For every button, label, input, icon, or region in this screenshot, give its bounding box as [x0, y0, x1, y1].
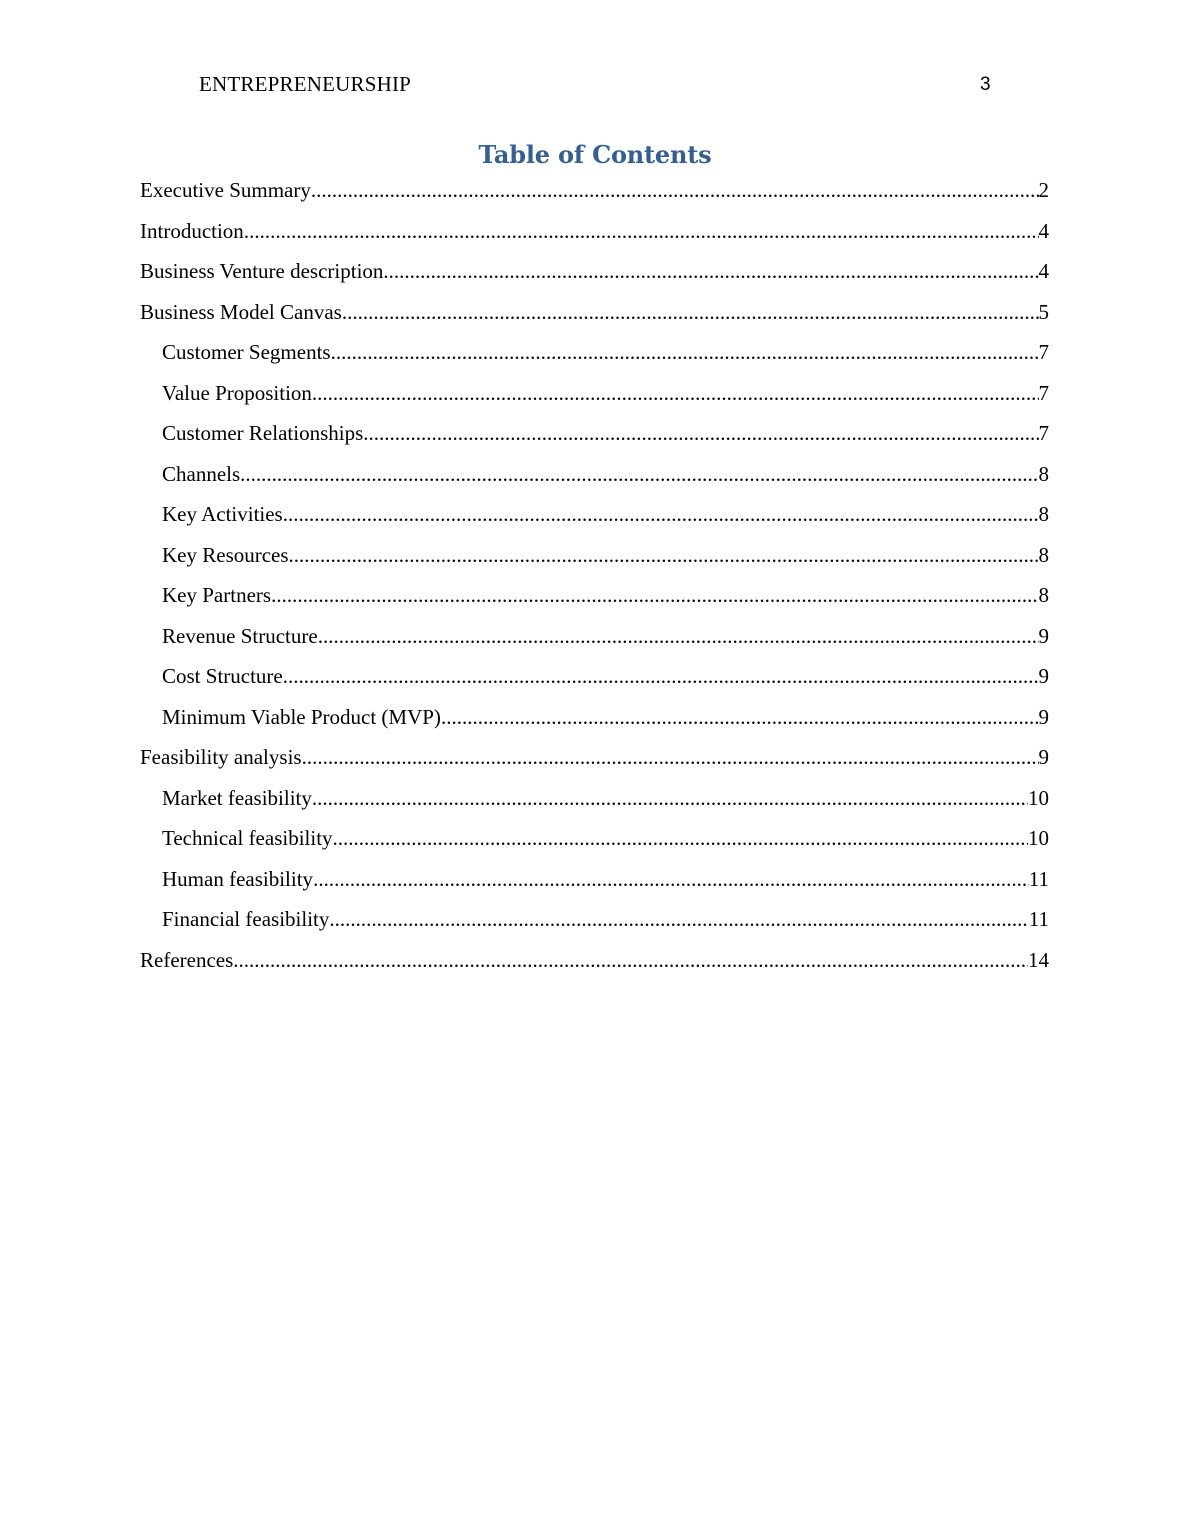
dot-leader: [331, 337, 1039, 367]
toc-entry-page: 7: [1038, 380, 1049, 405]
dot-leader: [233, 945, 1028, 975]
running-header-title: ENTREPRENEURSHIP: [199, 72, 412, 96]
dot-leader: [271, 580, 1038, 610]
toc-entry-label: Revenue Structure: [162, 623, 318, 648]
toc-entry-page: 2: [1038, 178, 1049, 202]
toc-entry-page: 4: [1038, 218, 1049, 243]
toc-entry[interactable]: [140, 256, 1049, 297]
toc-entry[interactable]: [140, 459, 1049, 500]
toc-entry[interactable]: [140, 904, 1049, 945]
toc-entry-label: Customer Relationships: [162, 421, 364, 445]
toc-entry[interactable]: [140, 378, 1049, 419]
toc-entry-label: Customer Segments: [162, 340, 331, 364]
toc-entry-label: Technical feasibility: [162, 826, 333, 850]
toc-entry-label: Business Model Canvas: [140, 299, 342, 324]
dot-leader: [318, 621, 1039, 651]
toc-entry-page: 10: [1028, 826, 1049, 850]
toc-entry-page: 9: [1038, 623, 1049, 648]
dot-leader: [329, 904, 1028, 934]
toc-entry-page: 14: [1028, 947, 1049, 972]
dot-leader: [302, 742, 1039, 772]
toc-entry-page: 7: [1038, 340, 1049, 364]
toc-heading: Table of Contents: [478, 140, 712, 169]
toc-entry-label: Market feasibility: [162, 785, 312, 810]
dot-leader: [313, 864, 1029, 894]
toc-entry[interactable]: [140, 580, 1049, 621]
toc-entry[interactable]: [140, 297, 1049, 338]
dot-leader: [240, 459, 1038, 489]
dot-leader: [283, 661, 1039, 691]
toc-entry-label: Human feasibility: [162, 866, 314, 891]
dot-leader: [289, 540, 1039, 570]
toc-entry-page: 8: [1038, 461, 1049, 486]
toc-entry-label: Feasibility analysis: [140, 745, 302, 769]
dot-leader: [383, 256, 1038, 286]
toc-entry-page: 11: [1028, 907, 1049, 931]
toc-entry[interactable]: [140, 823, 1049, 864]
toc-entry-page: 11: [1028, 866, 1049, 891]
dot-leader: [333, 823, 1028, 853]
toc-entry-page: 8: [1038, 583, 1049, 607]
toc-entry[interactable]: [140, 418, 1049, 459]
table-of-contents: [140, 175, 1049, 985]
toc-entry-label: Business Venture description: [140, 259, 384, 283]
toc-entry[interactable]: [140, 702, 1049, 743]
toc-entry-label: Minimum Viable Product (MVP): [162, 704, 441, 729]
dot-leader: [312, 378, 1039, 408]
toc-entry-page: 9: [1038, 704, 1049, 729]
toc-entry-label: Executive Summary: [140, 178, 311, 202]
toc-entry-page: 7: [1038, 421, 1049, 445]
toc-entry[interactable]: [140, 540, 1049, 581]
toc-entry-page: 8: [1038, 502, 1049, 526]
toc-entry-label: Key Partners: [162, 583, 272, 607]
toc-entry[interactable]: [140, 499, 1049, 540]
dot-leader: [342, 297, 1039, 327]
toc-entry[interactable]: [140, 175, 1049, 216]
toc-entry[interactable]: [140, 621, 1049, 662]
toc-entry-label: Key Resources: [162, 542, 289, 567]
dot-leader: [311, 175, 1039, 205]
toc-entry-label: Cost Structure: [162, 664, 283, 688]
toc-entry-page: 10: [1028, 785, 1049, 810]
dot-leader: [363, 418, 1038, 448]
toc-entry-page: 5: [1038, 299, 1049, 324]
toc-entry-label: Financial feasibility: [162, 907, 330, 931]
toc-entry-page: 9: [1038, 664, 1049, 688]
dot-leader: [312, 783, 1028, 813]
dot-leader: [244, 216, 1039, 246]
toc-entry[interactable]: [140, 945, 1049, 986]
toc-entry-label: Value Proposition: [162, 380, 312, 405]
toc-entry-label: References: [140, 947, 234, 972]
toc-entry-page: 9: [1038, 745, 1049, 769]
dot-leader: [283, 499, 1039, 529]
dot-leader: [441, 702, 1039, 732]
toc-entry-page: 8: [1038, 542, 1049, 567]
toc-entry[interactable]: [140, 337, 1049, 378]
toc-entry-page: 4: [1038, 259, 1049, 283]
toc-entry-label: Key Activities: [162, 502, 283, 526]
toc-entry[interactable]: [140, 216, 1049, 257]
toc-entry-label: Channels: [162, 461, 241, 486]
toc-entry[interactable]: [140, 783, 1049, 824]
page-number: 3: [980, 74, 991, 95]
toc-entry[interactable]: [140, 742, 1049, 783]
toc-entry-label: Introduction: [140, 218, 244, 243]
toc-entry[interactable]: [140, 661, 1049, 702]
toc-entry[interactable]: [140, 864, 1049, 905]
